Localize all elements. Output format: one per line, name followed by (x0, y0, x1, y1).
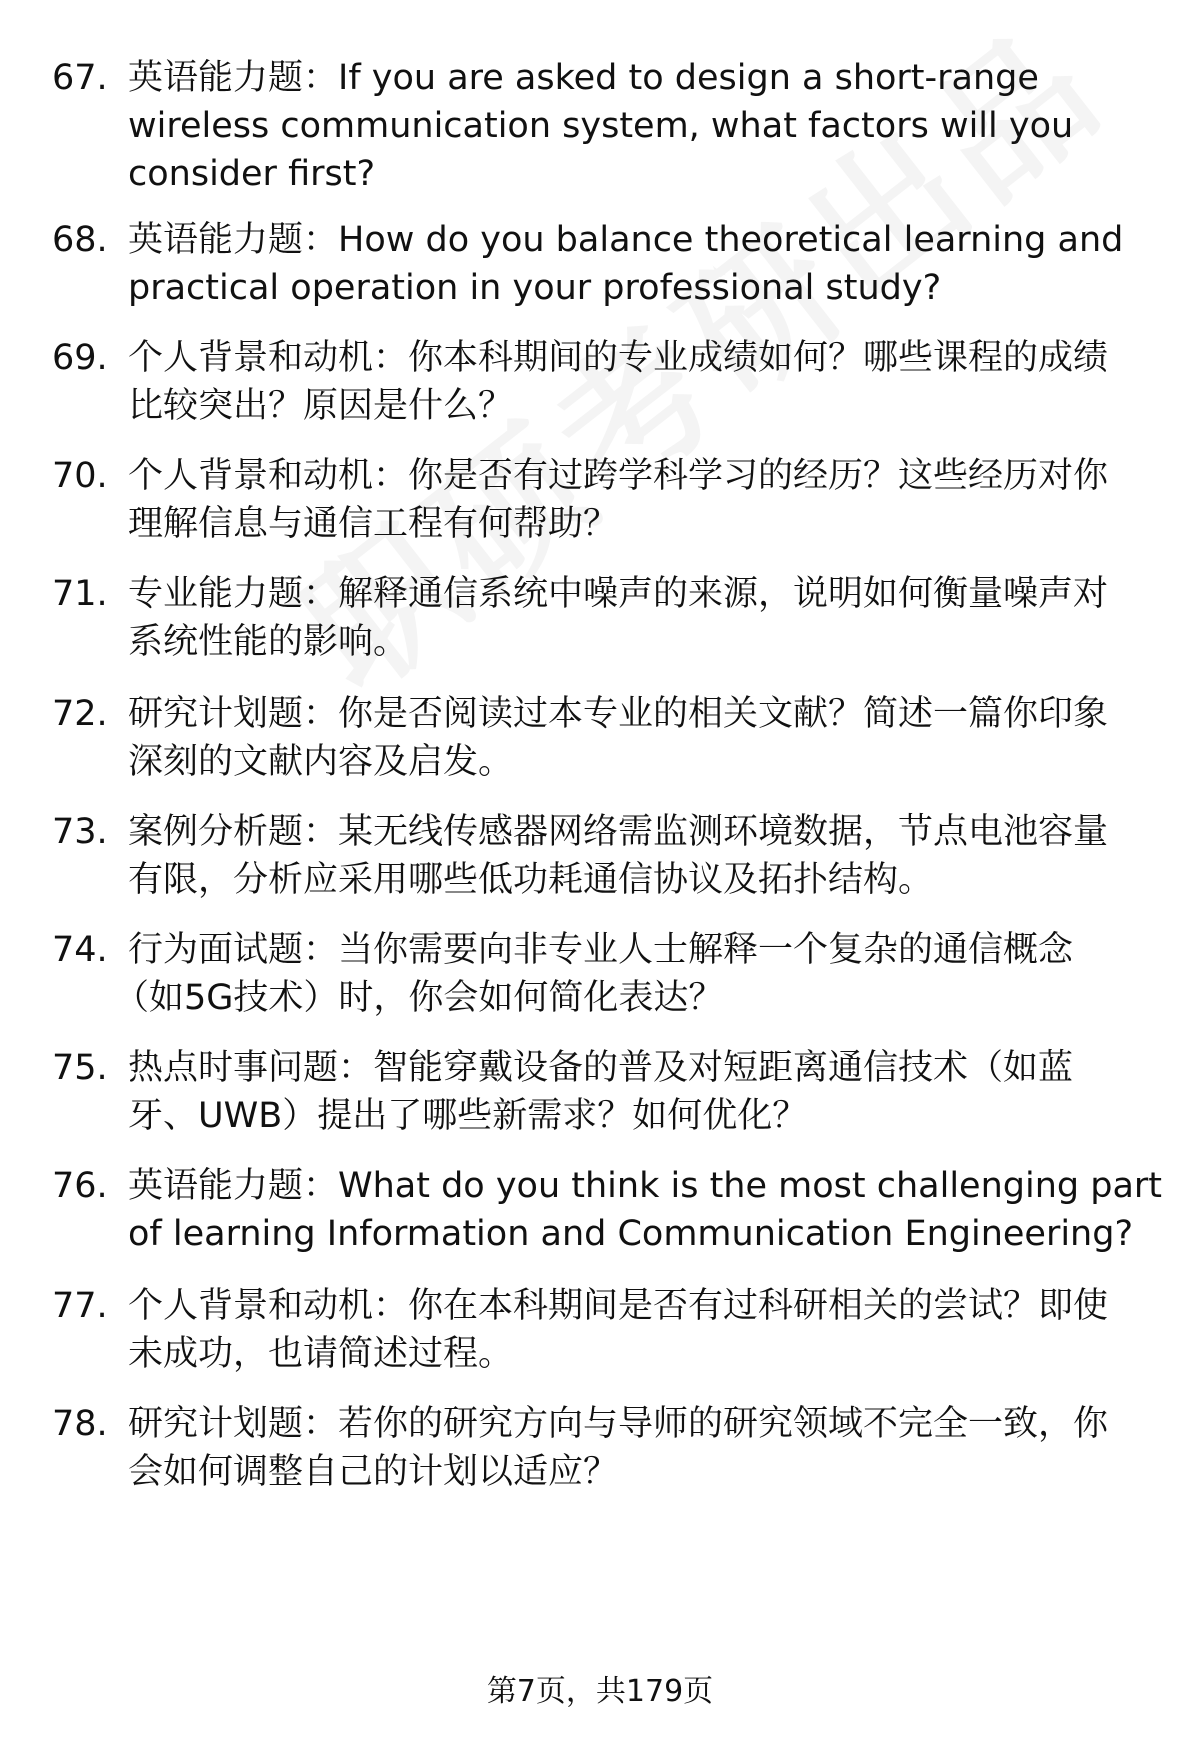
question-text: 个人背景和动机：你是否有过跨学科学习的经历？这些经历对你 理解信息与通信工程有何帮助？ (128, 456, 1109, 544)
question-text: 英语能力题：How do you balance theoretical learning and practical operation in your professional study? (128, 220, 1124, 308)
question-text: 案例分析题：某无线传感器网络需监测环境数据，节点电池容量 有限，分析应采用哪些低功耗通信协议及拓扑结构。 (128, 812, 1109, 900)
question-text: 英语能力题：What do you think is the most challenging part of learning Information and Communication Engineering? (128, 1166, 1163, 1254)
question-text: 英语能力题：If you are asked to design a short-range wireless communication system, what factors will you consider first? (128, 58, 1074, 194)
question-text: 研究计划题：若你的研究方向与导师的研究领域不完全一致，你 会如何调整自己的计划以适应？ (128, 1404, 1109, 1492)
question-number: 69. (52, 338, 108, 378)
question-number: 73. (52, 812, 108, 852)
question-text: 个人背景和动机：你在本科期间是否有过科研相关的尝试？即使 未成功，也请简述过程。 (128, 1286, 1109, 1374)
question-number: 72. (52, 694, 108, 734)
question-text: 个人背景和动机：你本科期间的专业成绩如何？哪些课程的成绩 比较突出？原因是什么？ (128, 338, 1109, 426)
question-text: 研究计划题：你是否阅读过本专业的相关文献？简述一篇你印象 深刻的文献内容及启发。 (128, 694, 1109, 782)
question-number: 71. (52, 574, 108, 614)
question-number: 70. (52, 456, 108, 496)
question-text: 热点时事问题：智能穿戴设备的普及对短距离通信技术（如蓝 牙、UWB）提出了哪些新需求？如何优化？ (128, 1048, 1074, 1136)
question-text: 专业能力题：解释通信系统中噪声的来源，说明如何衡量噪声对 系统性能的影响。 (128, 574, 1109, 662)
question-number: 77. (52, 1286, 108, 1326)
question-number: 75. (52, 1048, 108, 1088)
question-number: 78. (52, 1404, 108, 1444)
question-text: 行为面试题：当你需要向非专业人士解释一个复杂的通信概念 （如5G技术）时，你会如何简化表达？ (114, 930, 1074, 1018)
question-number: 67. (52, 58, 108, 98)
question-number: 76. (52, 1166, 108, 1206)
page-number: 第7页，共179页 (486, 1674, 714, 1709)
question-number: 74. (52, 930, 108, 970)
question-number: 68. (52, 220, 108, 260)
